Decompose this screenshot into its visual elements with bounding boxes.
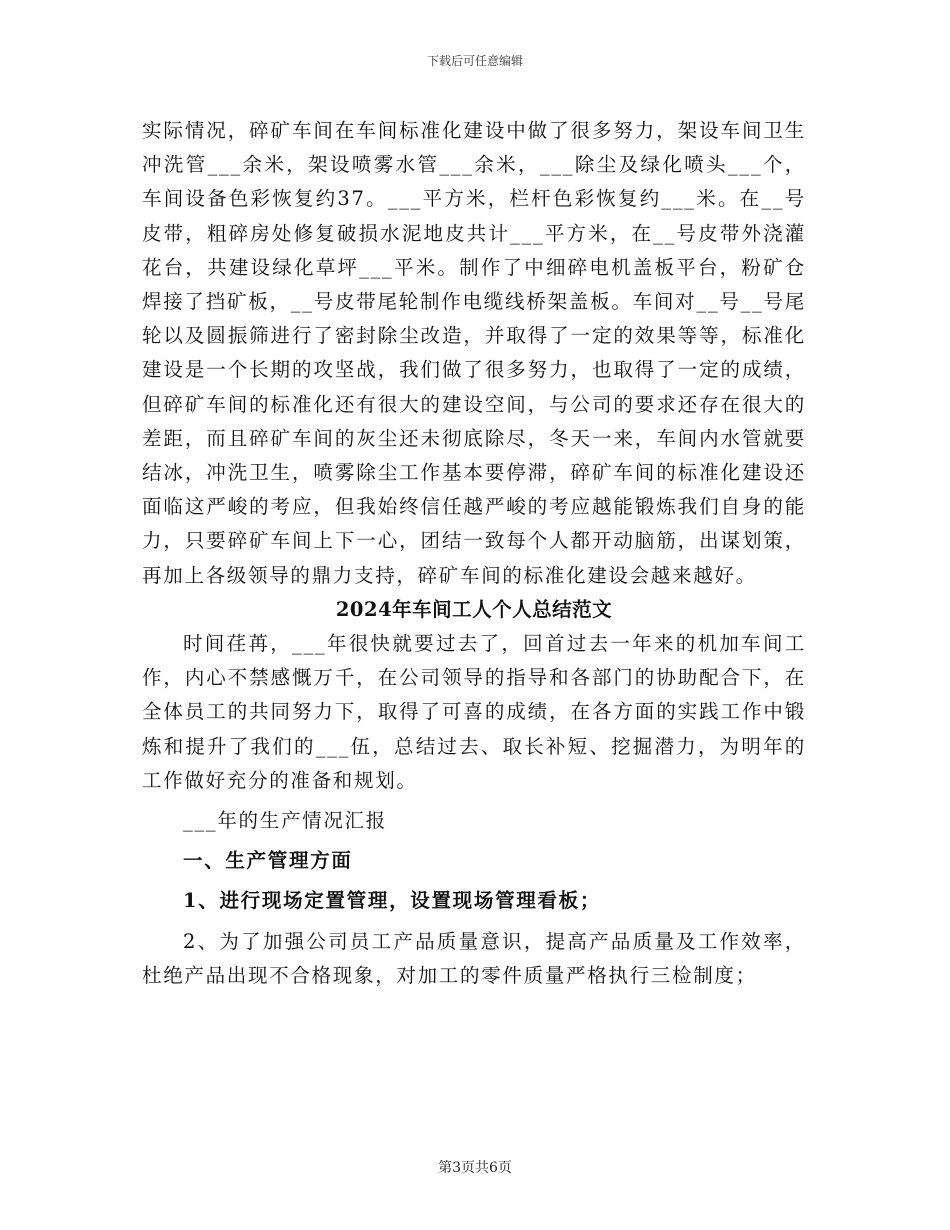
heading-site-management: 1、进行现场定置管理，设置现场管理看板； (183, 889, 602, 913)
section-title: 2024年车间工人个人总结范文 (335, 597, 613, 621)
document-body (142, 114, 806, 993)
paragraph-quality-control: 2、为了加强公司员工产品质量意识，提高产品质量及工作效率，杜绝产品出现不合格现象，对加工的零件质量严格执行三检制度； (142, 929, 806, 987)
page-header: 下载后可任意编辑 (426, 54, 523, 68)
page-footer: 第3页共6页 (438, 1160, 512, 1176)
heading-production-management: 一、生产管理方面 (183, 849, 353, 873)
paragraph-standardization: 实际情况，碎矿车间在车间标准化建设中做了很多努力，架设车间卫生冲洗管___余米，架设喷雾水管___余米，___除尘及绿化喷头___个，车间设备色彩恢复约37。___平方米，栏杆色彩恢复约___米。在__号皮带，粗碎房处修复破损水泥地皮共计___平方米，在__号皮带外浇灌花台，共建设绿化草坪___平米。制作了中细碎电机盖板平台，粉矿仓焊接了挡矿板，__号皮带尾轮制作电缆线桥架盖板。车间对__号__号尾轮以及圆振筛进行了密封除尘改造，并取得了一定的效果等等，标准化建设是一个长期的攻坚战，我们做了很多努力，也取得了一定的成绩，但碎矿车间的标准化还有很大的建设空间，与公司的要求还存在很大的差距，而且碎矿车间的灰尘还未彻底除尽，冬天一来，车间内水管就要结冰，冲洗卫生，喷雾除尘工作基本要停滞，碎矿车间的标准化建设还面临这严峻的考应，但我始终信任越严峻的考应越能锻炼我们自身的能力，只要碎矿车间上下一心，团结一致每个人都开动脑筋，出谋划策，再加上各级领导的鼎力支持，碎矿车间的标准化建设会越来越好。 (142, 119, 806, 587)
paragraph-production-report: ___年的生产情况汇报 (183, 809, 387, 833)
paragraph-intro: 时间荏苒，___年很快就要过去了，回首过去一年来的机加车间工作，内心不禁感慨万千，在公司领导的指导和各部门的协助配合下，在全体员工的共同努力下，取得了可喜的成绩，在各方面的实践工作中锻炼和提升了我们的___伍，总结过去、取长补短、挖掘潜力，为明年的工作做好充分的准备和规划。 (142, 632, 806, 792)
